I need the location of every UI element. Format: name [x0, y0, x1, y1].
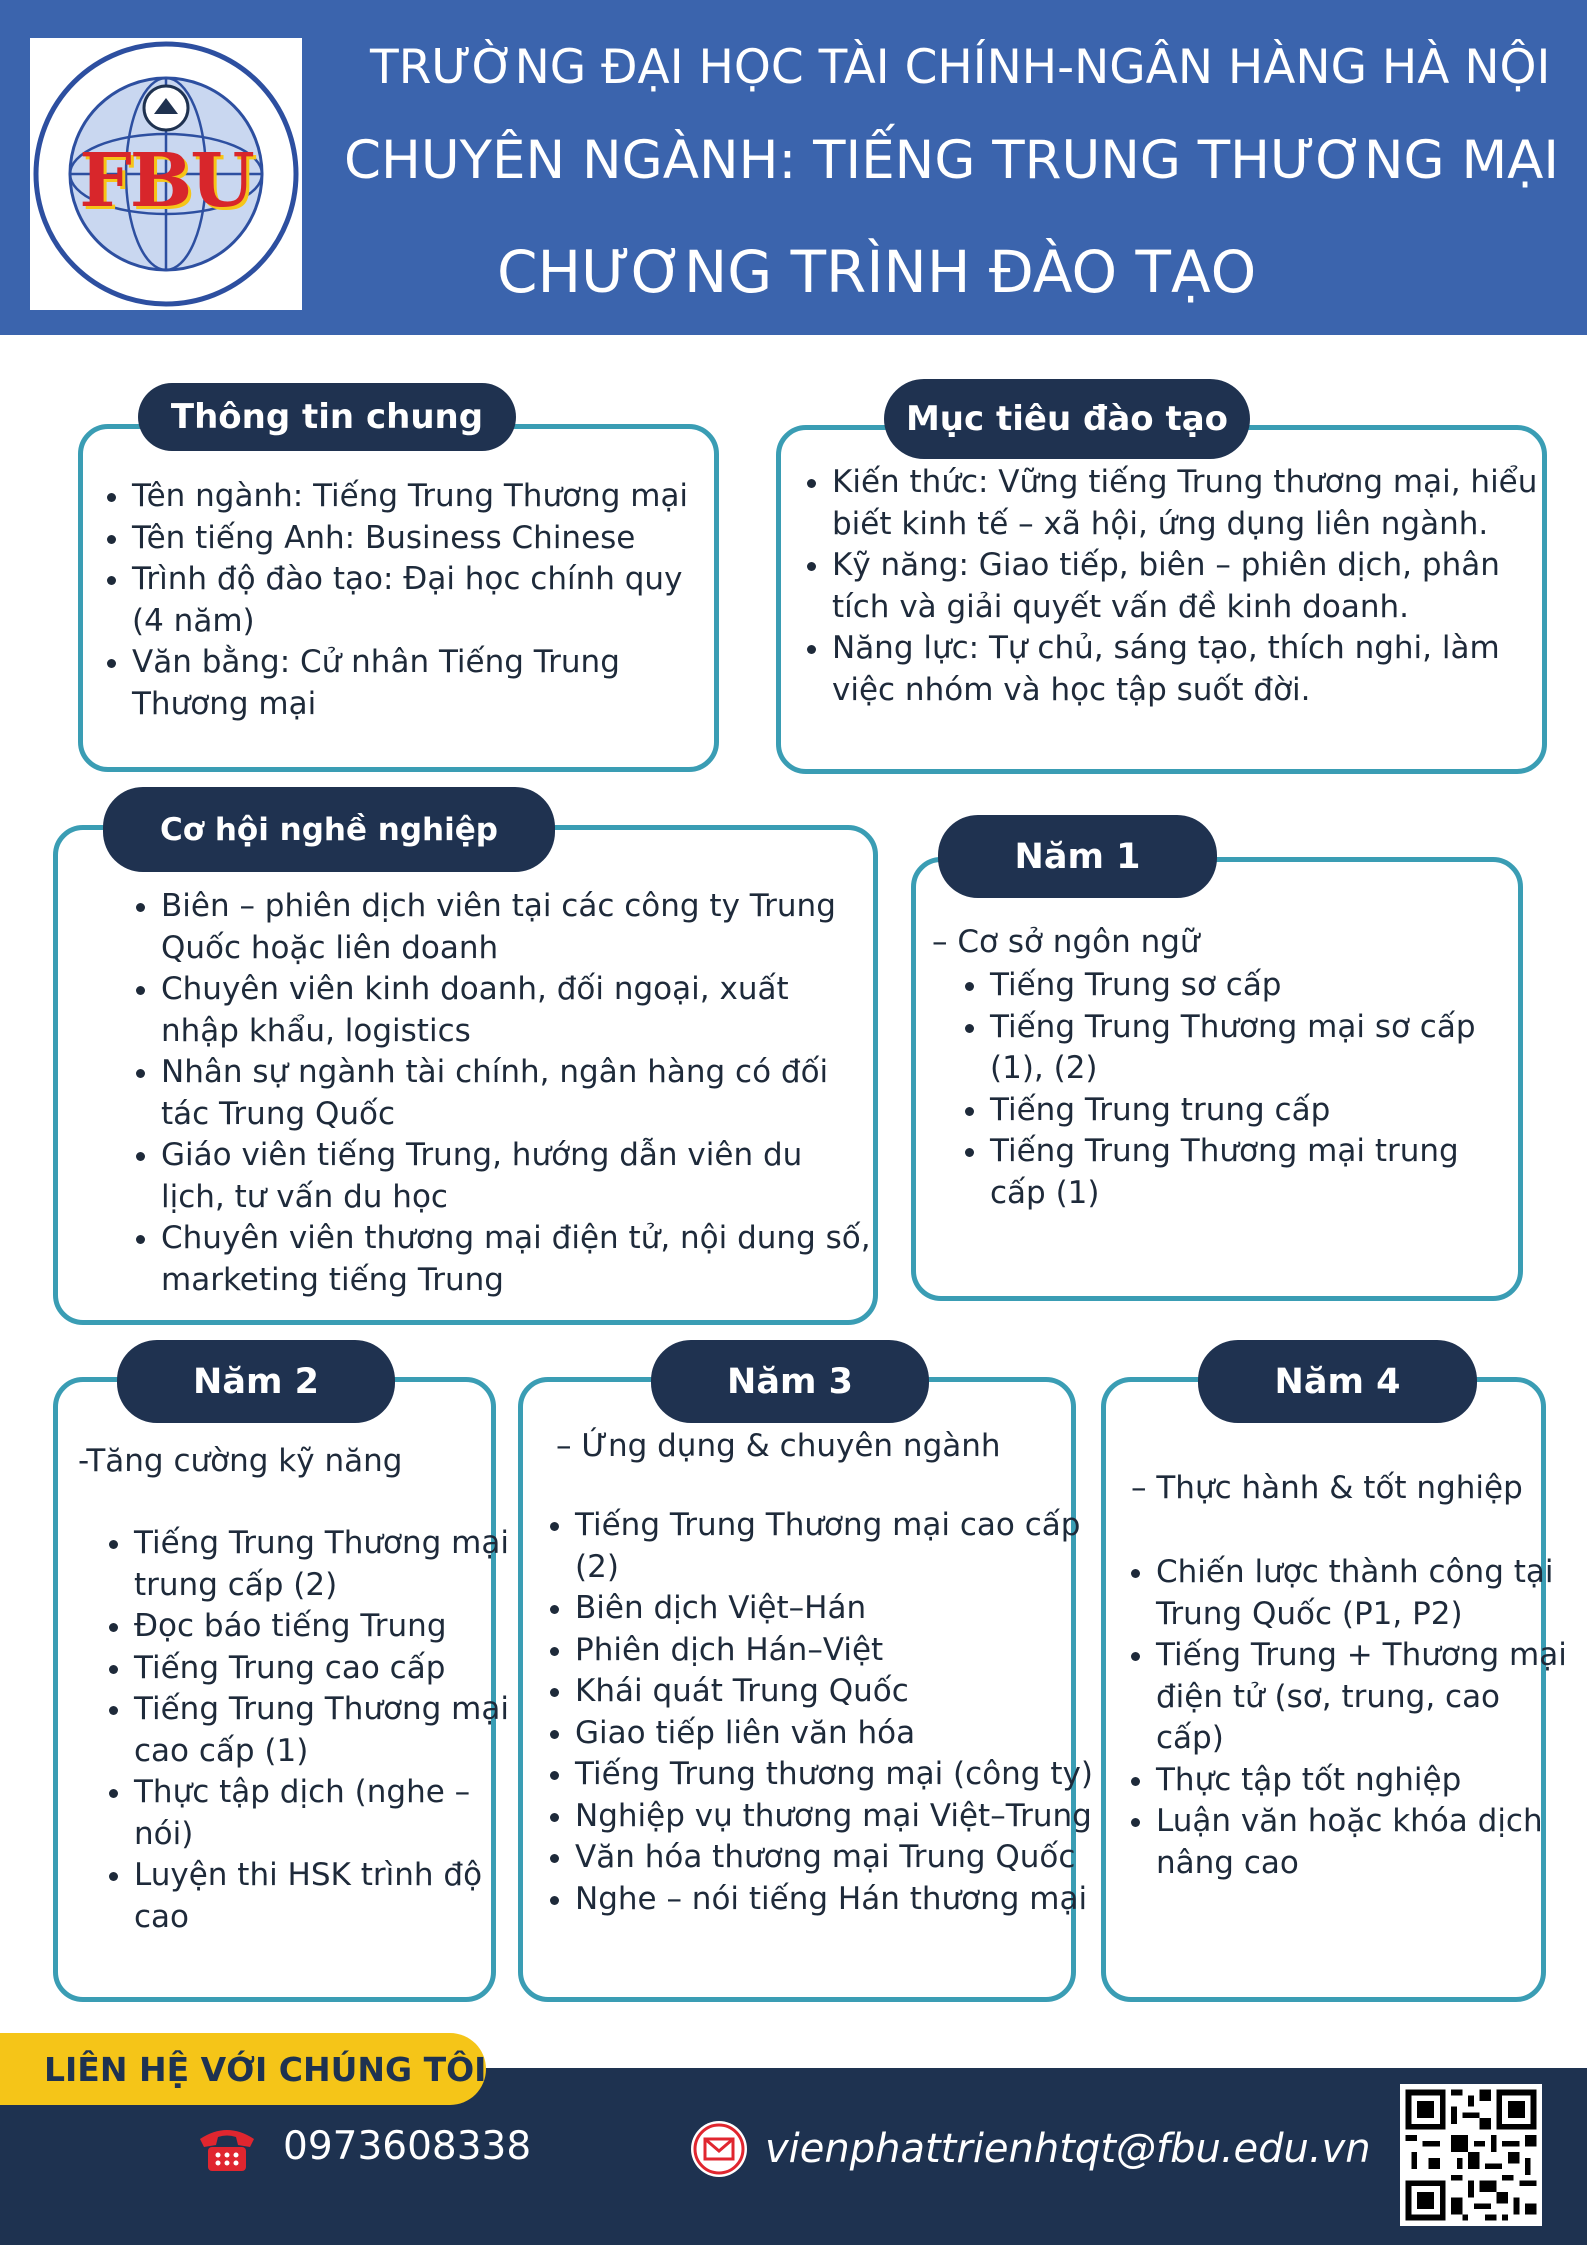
list-item: • Tiếng Trung thương mại (công ty) — [575, 1754, 1105, 1796]
objectives-list — [802, 462, 1562, 711]
list-item: • Văn hóa thương mại Trung Quốc — [575, 1837, 1105, 1879]
objectives-title: Mục tiêu đào tạo — [884, 379, 1250, 459]
list-item: • Biên dịch Việt–Hán — [575, 1588, 1105, 1630]
list-item: • Giáo viên tiếng Trung, hướng dẫn viên du lịch, tư vấn du học — [161, 1135, 871, 1218]
header-banner — [0, 0, 1587, 335]
list-item: • Tiếng Trung + Thương mại điện tử (sơ, trung, cao cấp) — [1156, 1635, 1571, 1760]
email-link[interactable]: vienphattrienhtqt@fbu.edu.vn — [765, 2126, 1371, 2172]
year1-title: Năm 1 — [938, 815, 1217, 898]
year2-title: Năm 2 — [117, 1340, 395, 1423]
qr-code-icon[interactable] — [1400, 2084, 1542, 2226]
list-item: • Chiến lược thành công tại Trung Quốc (P1, P2) — [1156, 1552, 1571, 1635]
year2-lead: -Tăng cường kỹ năng — [78, 1443, 403, 1479]
contact-label: LIÊN HỆ VỚI CHÚNG TÔI — [0, 2033, 486, 2105]
year1-lead: – Cơ sở ngôn ngữ — [932, 924, 1200, 960]
list-item: • Thực tập dịch (nghe – nói) — [134, 1772, 519, 1855]
list-item: • Tiếng Trung Thương mại cao cấp (2) — [575, 1505, 1105, 1588]
year3-title: Năm 3 — [651, 1340, 929, 1423]
list-item: • Đọc báo tiếng Trung — [134, 1606, 519, 1648]
list-item: • Khái quát Trung Quốc — [575, 1671, 1105, 1713]
list-item: • Tiếng Trung trung cấp — [990, 1090, 1520, 1132]
major-name: CHUYÊN NGÀNH: TIẾNG TRUNG THƯƠNG MẠI — [344, 130, 1560, 191]
year4-lead: – Thực hành & tốt nghiệp — [1131, 1470, 1523, 1506]
list-item: • Tiếng Trung Thương mại cao cấp (1) — [134, 1689, 519, 1772]
email-icon — [689, 2119, 749, 2179]
year4-list — [1126, 1552, 1571, 1884]
year2-list — [104, 1523, 519, 1938]
list-item: • Tiếng Trung Thương mại trung cấp (2) — [134, 1523, 519, 1606]
careers-list — [131, 886, 871, 1301]
year4-title: Năm 4 — [1198, 1340, 1477, 1423]
university-name: TRƯỜNG ĐẠI HỌC TÀI CHÍNH-NGÂN HÀNG HÀ NỘI — [370, 40, 1551, 95]
logo-mark: FBU — [79, 138, 253, 224]
list-item: • Nghiệp vụ thương mại Việt–Trung — [575, 1796, 1105, 1838]
year1-list — [960, 965, 1520, 1214]
program-title: CHƯƠNG TRÌNH ĐÀO TẠO — [497, 238, 1257, 306]
year3-list — [545, 1505, 1105, 1920]
general-info-title: Thông tin chung — [138, 383, 516, 451]
list-item: • Trình độ đào tạo: Đại học chính quy (4 năm) — [132, 559, 722, 642]
list-item: • Tiếng Trung cao cấp — [134, 1648, 519, 1690]
list-item: • Nghe – nói tiếng Hán thương mại — [575, 1879, 1105, 1921]
list-item: • Luận văn hoặc khóa dịch nâng cao — [1156, 1801, 1571, 1884]
careers-title: Cơ hội nghề nghiệp — [103, 787, 555, 872]
list-item: • Tên tiếng Anh: Business Chinese — [132, 518, 722, 560]
list-item: • Tiếng Trung Thương mại sơ cấp (1), (2) — [990, 1007, 1520, 1090]
list-item: • Thực tập tốt nghiệp — [1156, 1760, 1571, 1802]
list-item: • Giao tiếp liên văn hóa — [575, 1713, 1105, 1755]
list-item: • Năng lực: Tự chủ, sáng tạo, thích nghi, làm việc nhóm và học tập suốt đời. — [832, 628, 1562, 711]
fbu-logo — [30, 38, 302, 310]
list-item: • Nhân sự ngành tài chính, ngân hàng có đối tác Trung Quốc — [161, 1052, 871, 1135]
phone-icon — [196, 2125, 258, 2175]
list-item: • Luyện thi HSK trình độ cao — [134, 1855, 519, 1938]
list-item: • Tiếng Trung Thương mại trung cấp (1) — [990, 1131, 1520, 1214]
list-item: • Văn bằng: Cử nhân Tiếng Trung Thương mại — [132, 642, 722, 725]
phone-link[interactable]: 0973608338 — [283, 2124, 532, 2169]
list-item: • Tên ngành: Tiếng Trung Thương mại — [132, 476, 722, 518]
list-item: • Kỹ năng: Giao tiếp, biên – phiên dịch, phân tích và giải quyết vấn đề kinh doanh. — [832, 545, 1562, 628]
list-item: • Kiến thức: Vững tiếng Trung thương mại, hiểu biết kinh tế – xã hội, ứng dụng liên ngành. — [832, 462, 1562, 545]
list-item: • Biên – phiên dịch viên tại các công ty Trung Quốc hoặc liên doanh — [161, 886, 871, 969]
list-item: • Chuyên viên thương mại điện tử, nội dung số, marketing tiếng Trung — [161, 1218, 871, 1301]
general-info-list — [102, 476, 722, 725]
list-item: • Tiếng Trung sơ cấp — [990, 965, 1520, 1007]
list-item: • Phiên dịch Hán–Việt — [575, 1630, 1105, 1672]
list-item: • Chuyên viên kinh doanh, đối ngoại, xuất nhập khẩu, logistics — [161, 969, 871, 1052]
year3-lead: – Ứng dụng & chuyên ngành — [556, 1428, 1001, 1464]
